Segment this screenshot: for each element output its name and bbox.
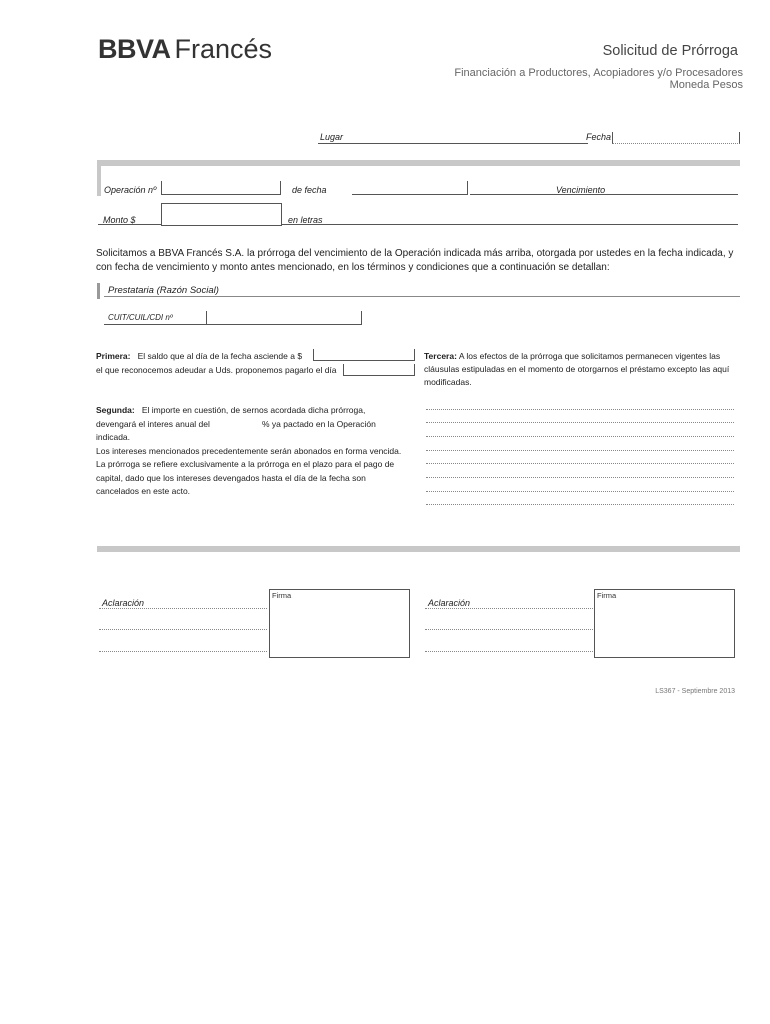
monto-label: Monto $ (103, 215, 136, 225)
left-firma-label: Firma (272, 591, 292, 600)
pago-dia-field[interactable] (343, 364, 415, 376)
en-letras-label: en letras (288, 215, 323, 225)
section-divider-top (97, 160, 740, 166)
tercera-text-3: modificadas. (424, 377, 472, 387)
logo-frances-text: Francés (174, 34, 273, 64)
segunda-text-4: Los intereses mencionados precedentemente serán abonados en forma vencida. (96, 446, 402, 456)
tercera-extra-line-8[interactable] (426, 504, 734, 505)
segunda-text-7: cancelados en este acto. (96, 486, 191, 496)
tercera-extra-line-7[interactable] (426, 491, 734, 492)
left-aclaracion-label: Aclaración (102, 598, 145, 608)
tercera-extra-line-4[interactable] (426, 450, 734, 451)
segunda-text-6: capital, dado que los intereses devengados hasta el día de la fecha son (96, 473, 366, 483)
segunda-title: Segunda: (96, 405, 135, 415)
primera-text-1: El saldo que al día de la fecha asciende a $ (137, 351, 303, 361)
vencimiento-label: Vencimiento (556, 185, 606, 195)
section-divider-bottom (97, 546, 740, 552)
monto-underline (98, 224, 162, 225)
cuit-label: CUIT/CUIL/CDI nº (108, 313, 173, 322)
section-divider-side (97, 160, 101, 196)
primera-text-2: el que reconocemos adeudar a Uds. proponemos pagarlo el día (96, 365, 337, 375)
right-aclaracion-line-3[interactable] (425, 651, 593, 652)
tercera-extra-line-5[interactable] (426, 463, 734, 464)
operacion-label: Operación nº (104, 185, 157, 195)
cuit-field[interactable] (206, 311, 362, 325)
bbva-frances-logo (98, 34, 272, 65)
lugar-label: Lugar (320, 132, 344, 142)
en-letras-field[interactable] (282, 224, 738, 225)
prestataria-field[interactable] (104, 296, 740, 297)
operacion-field[interactable] (161, 181, 281, 195)
segunda-text-1: El importe en cuestión, de sernos acordada dicha prórroga, (141, 405, 366, 415)
fecha-field[interactable] (612, 132, 740, 144)
segunda-text-3: indicada. (96, 432, 131, 442)
logo-bbva-text: BBVA (98, 34, 171, 64)
saldo-field[interactable] (313, 349, 415, 361)
right-firma-box[interactable] (594, 589, 735, 658)
left-aclaracion-line-1[interactable] (99, 608, 267, 609)
right-aclaracion-line-2[interactable] (425, 629, 593, 630)
vencimiento-field[interactable] (470, 194, 738, 195)
right-aclaracion-label: Aclaración (428, 598, 471, 608)
segunda-text-2a: devengará el interes anual del (96, 419, 210, 429)
tercera-text-1: A los efectos de la prórroga que solicitamos permanecen vigentes las (458, 351, 721, 361)
tercera-extra-line-1[interactable] (426, 409, 734, 410)
monto-field[interactable] (161, 203, 282, 226)
borrower-marker (97, 283, 100, 299)
tercera-extra-line-6[interactable] (426, 477, 734, 478)
right-aclaracion-line-1[interactable] (425, 608, 593, 609)
tercera-extra-line-2[interactable] (426, 422, 734, 423)
tercera-text-2: cláusulas estipuladas en el momento de otorgarnos el préstamo excepto las aquí (424, 364, 730, 374)
fecha-label: Fecha (586, 132, 612, 142)
left-aclaracion-line-3[interactable] (99, 651, 267, 652)
left-firma-box[interactable] (269, 589, 410, 658)
document-title: Solicitud de Prórroga (602, 43, 738, 59)
currency-label: Moneda Pesos (669, 79, 743, 91)
tercera-extra-line-3[interactable] (426, 436, 734, 437)
de-fecha-field[interactable] (352, 181, 468, 195)
document-subtitle: Financiación a Productores, Acopiadores y/o Procesadores (454, 67, 743, 79)
segunda-text-2b: % ya pactado en la Operación (262, 419, 376, 429)
left-aclaracion-line-2[interactable] (99, 629, 267, 630)
segunda-line-1 (96, 404, 426, 418)
primera-title: Primera: (96, 351, 131, 361)
tercera-line-1 (424, 350, 744, 364)
prestataria-label: Prestataria (Razón Social) (108, 285, 219, 296)
segunda-text-5: La prórroga se refiere exclusivamente a la prórroga en el plazo para el pago de (96, 459, 395, 469)
intro-paragraph: Solicitamos a BBVA Francés S.A. la prórroga del vencimiento de la Operación indicada más arriba, otorgada por ustedes en la fecha indicada, y con fecha de vencimiento y monto antes mencionado, en los términos y condiciones que a continuación se detallan: (96, 248, 734, 273)
de-fecha-label: de fecha (292, 185, 327, 195)
tercera-title: Tercera: (424, 351, 457, 361)
cuit-underline (104, 324, 208, 325)
form-code: LS367 - Septiembre 2013 (655, 688, 735, 695)
lugar-field[interactable] (318, 143, 588, 144)
right-firma-label: Firma (597, 591, 617, 600)
